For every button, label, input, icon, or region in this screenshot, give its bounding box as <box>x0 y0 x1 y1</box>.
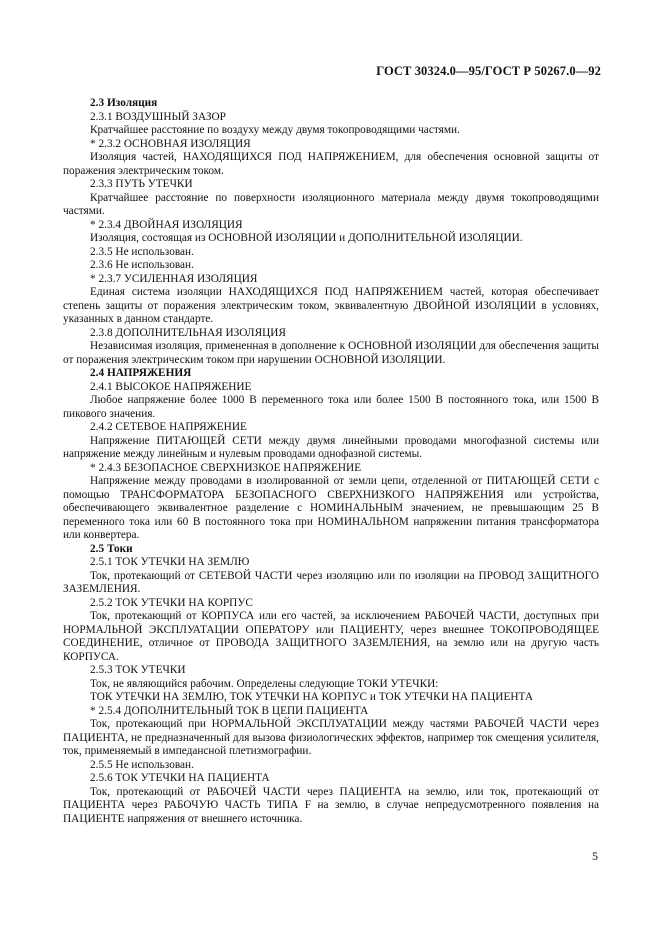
page-number: 5 <box>592 849 598 863</box>
definition: Ток, протекающий при НОРМАЛЬНОЙ ЭКСПЛУАТАЦИИ между частями РАБОЧЕЙ ЧАСТИ через ПАЦИЕНТА, не предназначенный для вызова физиологических эффектов, например ток смещения усилителя, ток, применяемый в импедансной плетизмографии. <box>63 718 599 757</box>
definition: Изоляция частей, НАХОДЯЩИХСЯ ПОД НАПРЯЖЕНИЕМ, для обеспечения основной защиты от поражения электрическим током. <box>63 151 599 177</box>
term-heading: 2.4.2 СЕТЕВОЕ НАПРЯЖЕНИЕ <box>90 421 247 433</box>
term-heading: 2.3.8 ДОПОЛНИТЕЛЬНАЯ ИЗОЛЯЦИЯ <box>90 326 286 339</box>
term-heading: 2.3.5 Не использован. <box>90 245 194 258</box>
term-heading: 2.5.6 ТОК УТЕЧКИ НА ПАЦИЕНТА <box>90 772 270 784</box>
term-heading: * 2.3.4 ДВОЙНАЯ ИЗОЛЯЦИЯ <box>90 218 243 231</box>
term-heading: * 2.4.3 БЕЗОПАСНОЕ СВЕРХНИЗКОЕ НАПРЯЖЕНИЕ <box>90 461 362 474</box>
term-heading: 2.5.1 ТОК УТЕЧКИ НА ЗЕМЛЮ <box>90 556 250 568</box>
definition: Ток, не являющийся рабочим. Определены следующие ТОКИ УТЕЧКИ: <box>90 677 439 690</box>
definition: Кратчайшее расстояние по поверхности изоляционного материала между двумя токопроводящими частями. <box>63 191 599 217</box>
section-heading-voltages: 2.4 НАПРЯЖЕНИЯ <box>90 367 192 379</box>
definition: Ток, протекающий от СЕТЕВОЙ ЧАСТИ через изоляцию или по изоляции на ПРОВОД ЗАЩИТНОГО ЗАЗЕМЛЕНИЯ. <box>63 569 599 595</box>
document-body <box>63 97 599 826</box>
definition: Кратчайшее расстояние по воздуху между двумя токопроводящими частями. <box>90 124 460 136</box>
definition: Любое напряжение более 1000 В переменного тока или более 1500 В постоянного тока, или 1500 В пикового значения. <box>63 394 599 420</box>
term-heading: * 2.3.7 УСИЛЕННАЯ ИЗОЛЯЦИЯ <box>90 272 258 285</box>
term-heading: * 2.3.2 ОСНОВНАЯ ИЗОЛЯЦИЯ <box>90 137 251 150</box>
definition: Независимая изоляция, примененная в дополнение к ОСНОВНОЙ ИЗОЛЯЦИИ для обеспечения защиты от поражения электрическим током при нарушении ОСНОВНОЙ ИЗОЛЯЦИИ. <box>63 340 599 366</box>
definition: Ток, протекающий от РАБОЧЕЙ ЧАСТИ через ПАЦИЕНТА на землю, или ток, протекающий от ПАЦИЕНТА через РАБОЧУЮ ЧАСТЬ ТИПА F на землю, в случае непредусмотренного появления на ПАЦИЕНТЕ напряжения от внешнего источника. <box>63 785 599 825</box>
definition: Напряжение между проводами в изолированной от земли цепи, отделенной от ПИТАЮЩЕЙ СЕТИ с помощью ТРАНСФОРМАТОРА БЕЗОПАСНОГО СВЕРХНИЗКОГО НАПРЯЖЕНИЯ или устройства, обеспечивающего эквивалентное разделение с НОМИНАЛЬНЫМ значением, не превышающим 25 В переменного тока или 60 В постоянного тока при НОМИНАЛЬНОМ напряжении питания трансформатора или конвертера. <box>63 475 599 541</box>
section-heading-insulation: 2.3 Изоляция <box>90 97 158 109</box>
term-heading: 2.5.2 ТОК УТЕЧКИ НА КОРПУС <box>90 596 253 609</box>
term-heading: 2.3.6 Не использован. <box>90 259 194 271</box>
term-heading: 2.3.1 ВОЗДУШНЫЙ ЗАЗОР <box>90 110 226 123</box>
definition: ТОК УТЕЧКИ НА ЗЕМЛЮ, ТОК УТЕЧКИ НА КОРПУС и ТОК УТЕЧКИ НА ПАЦИЕНТА <box>90 691 533 703</box>
term-heading: 2.5.3 ТОК УТЕЧКИ <box>90 664 186 676</box>
definition: Изоляция, состоящая из ОСНОВНОЙ ИЗОЛЯЦИИ и ДОПОЛНИТЕЛЬНОЙ ИЗОЛЯЦИИ. <box>90 232 523 244</box>
term-heading: 2.3.3 ПУТЬ УТЕЧКИ <box>90 178 193 190</box>
definition: Напряжение ПИТАЮЩЕЙ СЕТИ между двумя линейными проводами многофазной системы или напряжение между линейным и нулевым проводами однофазной системы. <box>63 434 599 460</box>
definition: Ток, протекающий от КОРПУСА или его частей, за исключением РАБОЧЕЙ ЧАСТИ, доступных при НОРМАЛЬНОЙ ЭКСПЛУАТАЦИИ ОПЕРАТОРУ или ПАЦИЕНТУ, через внешнее ТОКОПРОВОДЯЩЕЕ СОЕДИНЕНИЕ, отличное от ПРОВОДА ЗАЩИТНОГО ЗАЗЕМЛЕНИЯ, на землю или на другую часть КОРПУСА. <box>63 610 599 663</box>
section-heading-currents: 2.5 Токи <box>90 542 133 555</box>
term-heading: * 2.5.4 ДОПОЛНИТЕЛЬНЫЙ ТОК В ЦЕПИ ПАЦИЕНТА <box>90 704 369 717</box>
document-header: ГОСТ 30324.0—95/ГОСТ Р 50267.0—92 <box>376 64 601 78</box>
definition: Единая система изоляции НАХОДЯЩИХСЯ ПОД НАПРЯЖЕНИЕМ частей, которая обеспечивает степень защиты от поражения электрическим током, эквивалентную ДВОЙНОЙ ИЗОЛЯЦИИ в условиях, указанных в данном стандарте. <box>63 286 599 325</box>
term-heading: 2.5.5 Не использован. <box>90 758 194 771</box>
term-heading: 2.4.1 ВЫСОКОЕ НАПРЯЖЕНИЕ <box>90 380 252 393</box>
